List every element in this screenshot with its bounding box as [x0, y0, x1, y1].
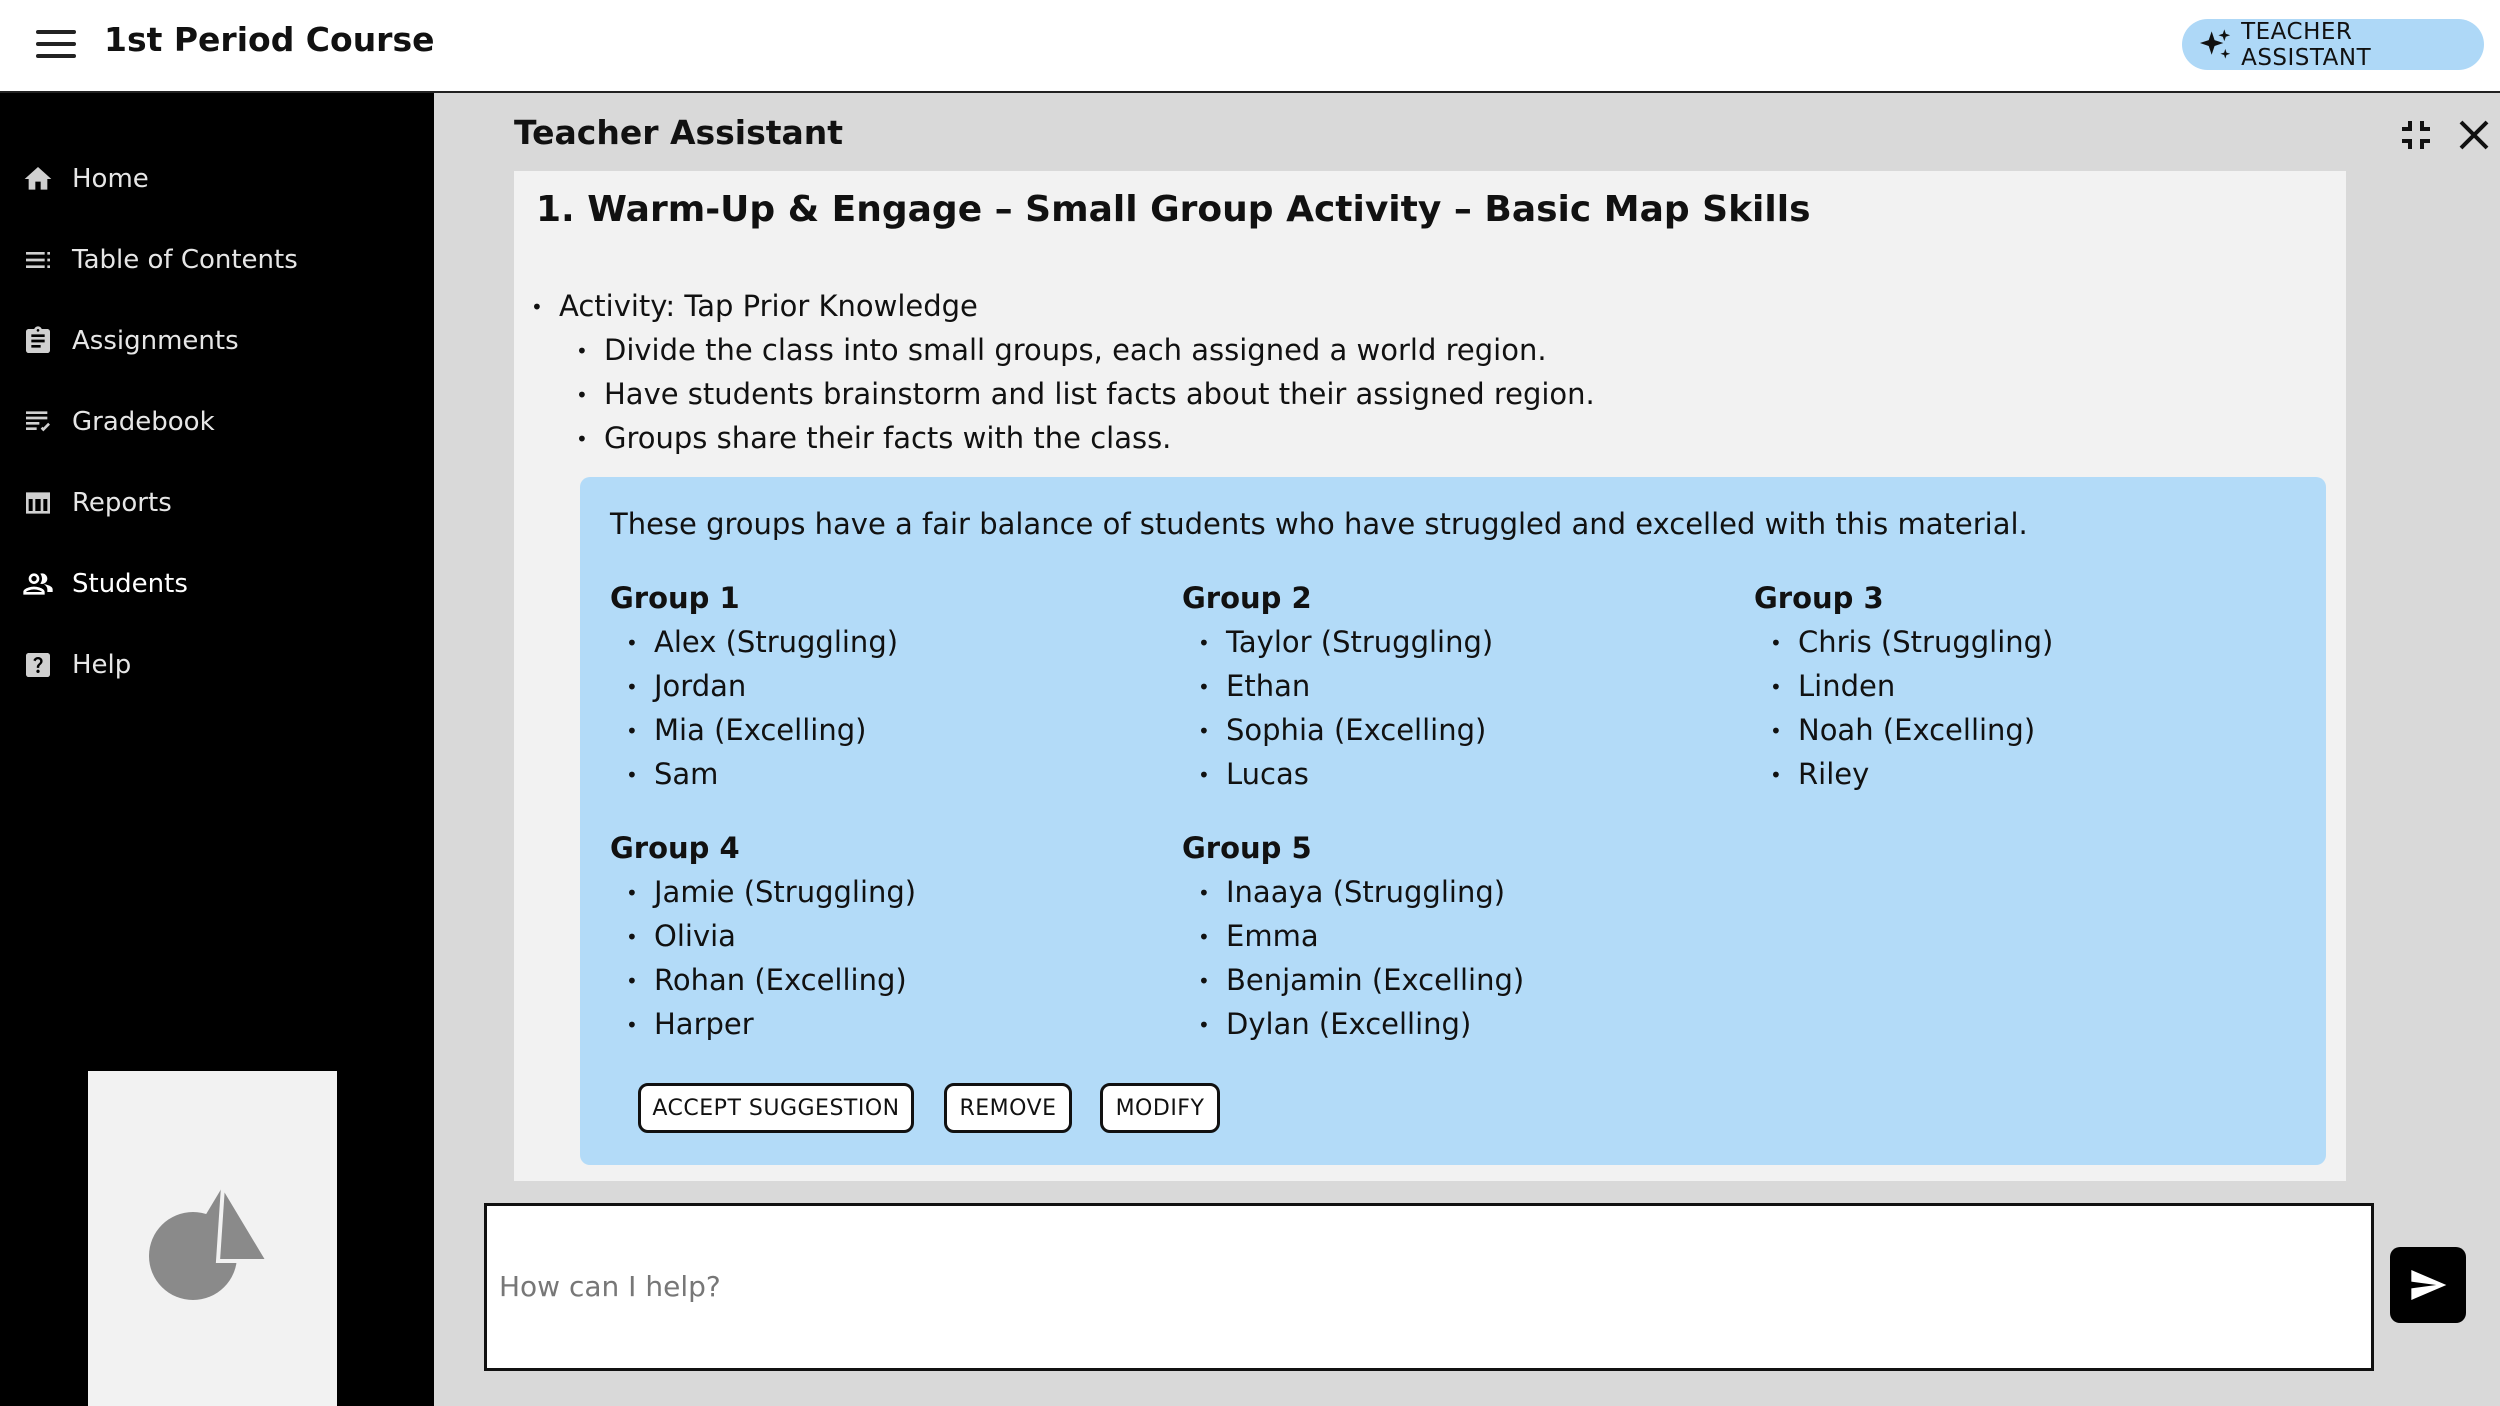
grouping-suggestion	[580, 477, 2326, 1165]
sidebar	[0, 93, 434, 1406]
clipboard-icon	[22, 325, 54, 357]
sidebar-item-students[interactable]	[22, 562, 188, 606]
list-icon	[22, 244, 54, 276]
send-button[interactable]	[2390, 1247, 2466, 1323]
group-member: • Dylan (Excelling)	[1226, 1007, 1471, 1041]
people-icon	[22, 568, 54, 600]
sidebar-item-table-of-contents[interactable]	[22, 238, 298, 282]
image-placeholder	[88, 1071, 337, 1406]
shapes-icon	[148, 1181, 278, 1301]
group-title: Group 2	[1182, 581, 1312, 615]
group-member: • Ethan	[1226, 669, 1310, 703]
sidebar-item-label: Reports	[72, 488, 172, 518]
sidebar-item-reports[interactable]	[22, 481, 172, 525]
section-title: 1. Warm-Up & Engage – Small Group Activity – Basic Map Skills	[536, 189, 1811, 230]
group-member: • Alex (Struggling)	[654, 625, 898, 659]
modify-button[interactable]: MODIFY	[1100, 1083, 1220, 1133]
group-member: • Inaaya (Struggling)	[1226, 875, 1505, 909]
group-member: • Chris (Struggling)	[1798, 625, 2053, 659]
table-icon	[22, 487, 54, 519]
chat-input-placeholder: How can I help?	[499, 1270, 721, 1303]
teacher-assistant-panel	[434, 93, 2500, 1406]
teacher-assistant-button[interactable]	[2182, 19, 2484, 70]
sidebar-item-gradebook[interactable]	[22, 400, 215, 444]
group-member: • Noah (Excelling)	[1798, 713, 2035, 747]
send-icon	[2408, 1265, 2448, 1305]
sidebar-item-label: Gradebook	[72, 407, 215, 437]
panel-title: Teacher Assistant	[514, 113, 844, 152]
top-bar	[0, 0, 2500, 93]
close-icon[interactable]	[2454, 115, 2494, 155]
group-member: • Lucas	[1226, 757, 1309, 791]
teacher-assistant-label: TEACHER ASSISTANT	[2241, 18, 2372, 71]
activity-label: • Activity: Tap Prior Knowledge	[559, 289, 978, 323]
sidebar-item-label: Home	[72, 164, 149, 194]
group-member: • Mia (Excelling)	[654, 713, 866, 747]
step-item: • Have students brainstorm and list facts about their assigned region.	[604, 377, 1595, 411]
group-member: • Harper	[654, 1007, 754, 1041]
group-member: • Rohan (Excelling)	[654, 963, 907, 997]
step-item: • Divide the class into small groups, each assigned a world region.	[604, 333, 1547, 367]
group-member: • Jamie (Struggling)	[654, 875, 916, 909]
sidebar-item-label: Assignments	[72, 326, 239, 356]
sidebar-item-assignments[interactable]	[22, 319, 239, 363]
chat-input[interactable]	[484, 1203, 2374, 1371]
sidebar-item-home[interactable]	[22, 157, 149, 201]
group-member: • Benjamin (Excelling)	[1226, 963, 1524, 997]
sidebar-item-label: Table of Contents	[72, 245, 298, 275]
group-title: Group 5	[1182, 831, 1312, 865]
course-title: 1st Period Course	[104, 20, 435, 59]
help-icon	[22, 649, 54, 681]
collapse-icon[interactable]	[2396, 115, 2436, 155]
group-member: • Linden	[1798, 669, 1895, 703]
sidebar-item-label: Students	[72, 569, 188, 599]
gradebook-icon	[22, 406, 54, 438]
group-member: • Sam	[654, 757, 718, 791]
group-title: Group 1	[610, 581, 740, 615]
step-item: • Groups share their facts with the class.	[604, 421, 1171, 455]
lesson-card	[514, 171, 2346, 1181]
group-member: • Jordan	[654, 669, 746, 703]
group-member: • Taylor (Struggling)	[1226, 625, 1493, 659]
sidebar-item-label: Help	[72, 650, 132, 680]
group-title: Group 3	[1754, 581, 1884, 615]
menu-icon[interactable]	[36, 30, 76, 60]
group-title: Group 4	[610, 831, 740, 865]
remove-button[interactable]: REMOVE	[944, 1083, 1072, 1133]
group-member: • Riley	[1798, 757, 1869, 791]
group-member: • Sophia (Excelling)	[1226, 713, 1486, 747]
accept-suggestion-button[interactable]: ACCEPT SUGGESTION	[638, 1083, 914, 1133]
home-icon	[22, 163, 54, 195]
group-member: • Emma	[1226, 919, 1319, 953]
group-member: • Olivia	[654, 919, 736, 953]
suggestion-intro: These groups have a fair balance of students who have struggled and excelled with this material.	[610, 507, 2028, 541]
sparkle-icon	[2198, 27, 2233, 63]
sidebar-item-help[interactable]	[22, 643, 131, 687]
